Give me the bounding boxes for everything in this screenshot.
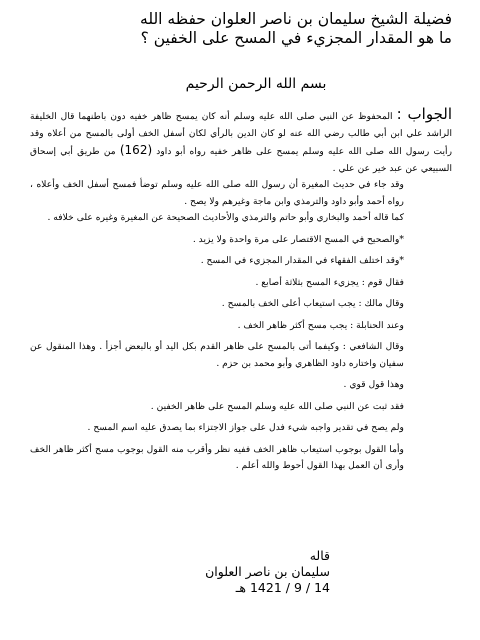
reference-number: (162) xyxy=(119,143,153,157)
signature-date: 14 / 9 / 1421 هـ xyxy=(235,580,330,595)
signature-block xyxy=(205,548,330,596)
basmala: بسم الله الرحمن الرحيم xyxy=(185,76,327,92)
paragraph-4: *والصحيح في المسح الاقتصار على مرة واحدة ولا يزيد . xyxy=(192,233,404,245)
answer-label: الجواب : xyxy=(396,105,452,123)
paragraph-8: وعند الحنابلة : يجب مسح أكثر ظاهر الخف . xyxy=(237,319,404,331)
question-header xyxy=(30,10,452,48)
paragraph-9: وقال الشافعي : وكيفما أتى بالمسح على ظاهر القدم بكل اليد أو بالبعض أجزأ . وهذا المنقول عن سفيان واختاره داود الظاهري وأبو محمد بن حزم . xyxy=(30,341,404,369)
paragraph-1-tail: من طريق أبي إسحاق السبيعي عن عبد خير عن علي . xyxy=(30,146,452,174)
paragraph-2: وقد جاء في حديث المغيرة أن رسول الله صلى الله عليه وسلم توضأ فمسح أسفل الخف وأعلاه ، رواه أحمد وأبو داود والترمذي وابن ماجة وغيرهم ولا يصح . xyxy=(30,179,404,207)
paragraph-10: وهذا قول قوي . xyxy=(343,379,404,390)
answer-body xyxy=(30,106,452,475)
header-line-2: ما هو المقدار المجزيء في المسح على الخفين ؟ xyxy=(140,29,452,47)
paragraph-3: كما قاله أحمد والبخاري وأبو حاتم والترمذي والأحاديث الصحيحة عن المغيرة وغيره على خلافه . xyxy=(47,212,404,223)
paragraph-12: ولم يصح في تقدير واجبه شيء فدل على جواز الاجتزاء بما يصدق عليه اسم المسح . xyxy=(87,422,404,433)
header-line-1: فضيلة الشيخ سليمان بن ناصر العلوان حفظه الله xyxy=(140,10,452,28)
paragraph-11: فقد ثبت عن النبي صلى الله عليه وسلم المسح على ظاهر الخفين . xyxy=(150,400,404,412)
paragraph-5: *وقد اختلف الفقهاء في المقدار المجزيء في المسح . xyxy=(200,255,404,266)
paragraph-1-body: المحفوظ عن النبي صلى الله عليه وسلم أنه كان يمسح ظاهر خفيه دون باطنهما قال الخليفة الراشد علي ابن أبي طالب رضي الله عنه لو كان الدين بالرأي لكان أسفل الخف أولى بالمسح من أعلاه وقد رأيت رسول الله صلى الله عليه وسلم يمسح على ظاهر خفيه رواه أبو داود xyxy=(30,111,453,157)
paragraph-1 xyxy=(30,106,452,177)
paragraph-6: فقال قوم : يجزيء المسح بثلاثة أصابع . xyxy=(255,276,404,288)
paragraph-7: وقال مالك : يجب استيعاب أعلى الخف بالمسح . xyxy=(221,298,404,309)
signature-name: سليمان بن ناصر العلوان xyxy=(205,564,330,579)
signature-said: قاله xyxy=(309,548,330,563)
paragraph-13: وأما القول بوجوب استيعاب ظاهر الخف ففيه نظر وأقرب منه القول بوجوب مسح أكثر ظاهر الخف وأرى أن العمل بهذا القول أحوط والله أعلم . xyxy=(30,443,404,471)
